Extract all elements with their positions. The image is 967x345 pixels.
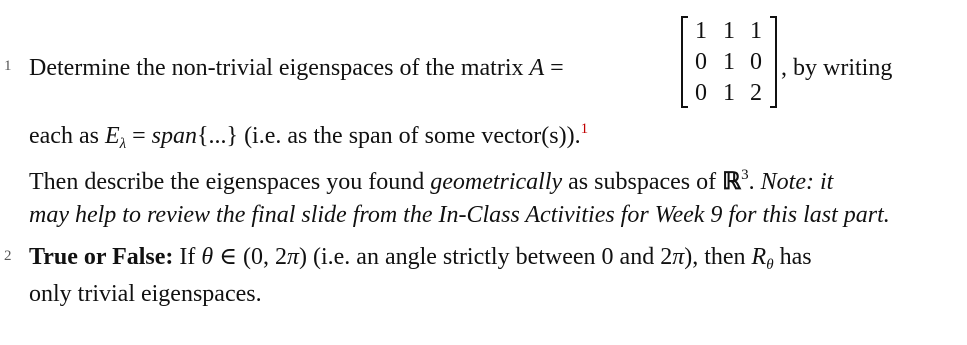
matrix-cell: 0 <box>750 49 762 75</box>
matrix-A <box>681 16 777 108</box>
problem-1-line-1-end: , by writing <box>781 55 893 81</box>
left-bracket <box>681 16 688 108</box>
matrix-cell: 1 <box>723 80 735 106</box>
matrix-cell: 0 <box>695 49 707 75</box>
cropped-text-fragment <box>205 0 425 2</box>
right-bracket <box>770 16 777 108</box>
problem-1-line-1: Determine the non-trivial eigenspaces of the matrix A = <box>29 55 564 81</box>
matrix-symbol: A <box>529 55 545 81</box>
problem-1-line-3: Then describe the eigenspaces you found geometrically as subspaces of ℝ$^3$. Note: it <box>29 167 834 195</box>
matrix-cell: 0 <box>695 80 707 106</box>
matrix-cell: 1 <box>723 49 735 75</box>
matrix-cell: 1 <box>695 18 707 44</box>
problem-number: 1 <box>4 58 12 74</box>
matrix-cell: 1 <box>723 18 735 44</box>
problem-1-line-2: each as $E_\lambda$ = span{...} (i.e. as the span of some vector(s)).$^1$ <box>29 121 589 152</box>
true-false-label: True or False: <box>29 244 174 270</box>
footnote-marker[interactable]: 1 <box>580 121 589 137</box>
matrix-cell: 1 <box>750 18 762 44</box>
problem-2-line-1: True or False: If θ ∈ (0, 2π) (i.e. an angle strictly between 0 and 2π), then $R_\theta$ has <box>29 244 812 273</box>
problem-number: 2 <box>4 248 12 264</box>
matrix-cell: 2 <box>750 80 762 106</box>
problem-2-line-2: only trivial eigenspaces. <box>29 281 262 307</box>
problem-1-line-4: may help to review the final slide from the In-Class Activities for Week 9 for this last part. <box>29 202 890 228</box>
